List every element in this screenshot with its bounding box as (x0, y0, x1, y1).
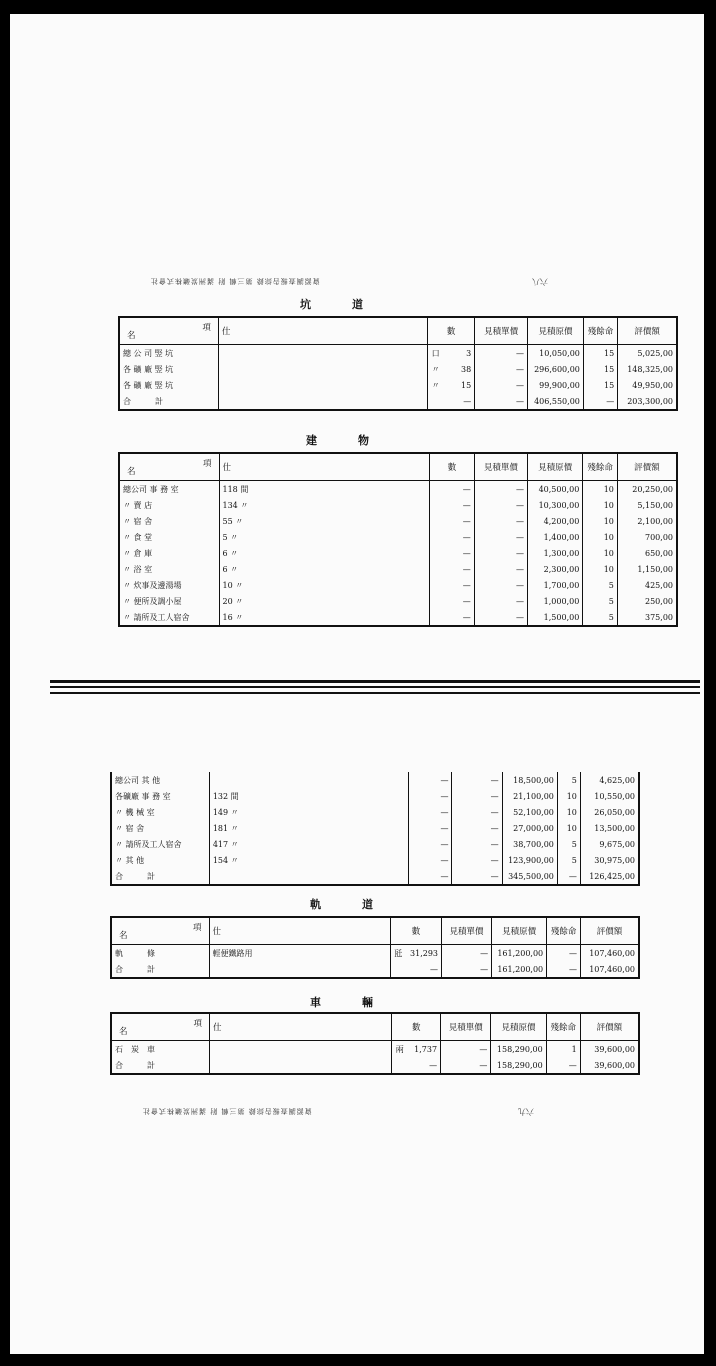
row-qty: 15 (461, 380, 472, 390)
row-years: 15 (583, 345, 617, 362)
row-name: 〃 食 堂 (123, 532, 153, 542)
row-unit-price: — (474, 545, 527, 561)
row-spec: 6 〃 (219, 545, 430, 561)
row-name: 合 計 (115, 871, 155, 881)
shafts-title: 坑 道 (300, 298, 365, 311)
row-value: 107,460,00 (581, 961, 639, 978)
row-unit-price: — (452, 788, 502, 804)
row-value: 700,00 (617, 529, 677, 545)
row-est-price: 345,500,00 (502, 868, 557, 885)
row-value: 1,150,00 (617, 561, 677, 577)
row-years: 10 (583, 513, 618, 529)
row-unit-price: — (474, 609, 527, 626)
row-qty: — (430, 577, 475, 593)
row-years: 5 (557, 772, 580, 788)
row-qty: — (429, 1060, 438, 1070)
row-name: 〃 其 他 (115, 855, 145, 865)
row-est-price: 123,900,00 (502, 852, 557, 868)
row-qty: — (430, 481, 475, 498)
row-years: — (546, 1057, 580, 1074)
row-name: 〃 宿 舍 (123, 516, 153, 526)
row-unit-price: — (442, 961, 492, 978)
row-name: 總公司 其 他 (115, 775, 161, 785)
row-est-price: 161,200,00 (492, 945, 547, 962)
row-est-price: 158,290,00 (491, 1041, 546, 1058)
row-unit-price: — (452, 804, 502, 820)
row-years: 15 (583, 361, 617, 377)
row-qty: — (430, 609, 475, 626)
row-value: 375,00 (617, 609, 677, 626)
row-name: 總公司 事 務 室 (123, 484, 179, 494)
row-spec: 154 〃 (209, 852, 408, 868)
page-divider (50, 680, 700, 683)
row-years: 5 (583, 577, 618, 593)
row-qty: — (408, 820, 452, 836)
row-qty: — (430, 545, 475, 561)
row-spec (210, 1057, 392, 1074)
row-est-price: 10,050,00 (528, 345, 584, 362)
row-value: 425,00 (617, 577, 677, 593)
row-unit: 口 (428, 345, 443, 362)
row-value: 4,625,00 (580, 772, 639, 788)
row-est-price: 1,300,00 (527, 545, 582, 561)
row-qty: — (408, 788, 452, 804)
row-name: 〃 便所及調小屋 (123, 596, 182, 606)
row-unit: 瓩 (390, 945, 405, 962)
table-row (111, 788, 639, 804)
table-row (119, 561, 677, 577)
row-value: 20,250,00 (617, 481, 677, 498)
row-years: 10 (557, 788, 580, 804)
page-number-top: 六八 (532, 277, 548, 286)
row-years: 5 (557, 836, 580, 852)
row-unit-price: — (474, 577, 527, 593)
row-name: 〃 宿 舍 (115, 823, 145, 833)
row-unit (390, 961, 405, 978)
row-years: 5 (583, 593, 618, 609)
row-years: 10 (583, 545, 618, 561)
table-row (119, 593, 677, 609)
row-spec: 16 〃 (219, 609, 430, 626)
row-value: 203,300,00 (618, 393, 677, 410)
row-est-price: 4,200,00 (527, 513, 582, 529)
table-row (119, 545, 677, 561)
row-qty: — (408, 868, 452, 885)
row-est-price: 52,100,00 (502, 804, 557, 820)
row-spec (209, 772, 408, 788)
page-divider (50, 692, 700, 694)
row-value: 39,600,00 (580, 1041, 639, 1058)
row-qty: 38 (461, 364, 472, 374)
row-value: 49,950,00 (618, 377, 677, 393)
row-qty: — (430, 561, 475, 577)
vehicles-table (110, 1012, 640, 1075)
row-name: 合 計 (115, 964, 155, 974)
row-qty: — (408, 804, 452, 820)
row-spec: 輕便鐵路用 (209, 945, 390, 962)
row-unit-price: — (441, 1041, 491, 1058)
table-row (119, 361, 677, 377)
row-years: — (583, 393, 617, 410)
row-name: 軌 條 (115, 948, 155, 958)
table-row (119, 393, 677, 410)
row-spec: 132 間 (209, 788, 408, 804)
shafts-table (118, 316, 678, 411)
row-spec: 5 〃 (219, 529, 430, 545)
row-unit-price: — (452, 820, 502, 836)
table-header: 項 名 仕 數 見積單價 見積原價 殘餘命 評價額 (111, 1013, 639, 1041)
row-value: 26,050,00 (580, 804, 639, 820)
row-est-price: 1,500,00 (527, 609, 582, 626)
row-est-price: 27,000,00 (502, 820, 557, 836)
row-years: 10 (583, 529, 618, 545)
row-spec (210, 1041, 392, 1058)
table-row (119, 609, 677, 626)
row-spec (218, 345, 427, 362)
row-unit-price: — (475, 393, 528, 410)
row-name: 〃 賣 店 (123, 500, 153, 510)
row-name: 合 計 (115, 1060, 155, 1070)
table-row (119, 497, 677, 513)
row-value: 13,500,00 (580, 820, 639, 836)
row-est-price: 38,700,00 (502, 836, 557, 852)
row-name: 總 公 司 竪 坑 (123, 348, 174, 358)
row-value: 9,675,00 (580, 836, 639, 852)
row-years: 10 (583, 561, 618, 577)
table-header: 項 名 仕 數 見積單價 見積原價 殘餘命 評價額 (119, 317, 677, 345)
row-unit-price: — (452, 772, 502, 788)
row-spec: 417 〃 (209, 836, 408, 852)
row-value: 2,100,00 (617, 513, 677, 529)
document-page (10, 14, 704, 1354)
row-qty: — (408, 836, 452, 852)
page-divider (50, 686, 700, 688)
row-unit-price: — (452, 836, 502, 852)
row-name: 各礦廠 事 務 室 (115, 791, 171, 801)
row-unit (392, 1057, 407, 1074)
row-name: 各 礦 廠 竪 坑 (123, 380, 174, 390)
row-value: 5,025,00 (618, 345, 677, 362)
running-head-bottom: 資源調查報告綜錄 第三輯 附 滿洲炭礦株式會社 (142, 1107, 312, 1115)
table-row (111, 772, 639, 788)
row-qty: — (430, 964, 439, 974)
row-est-price: 1,000,00 (527, 593, 582, 609)
table-header: 項 名 仕 數 見積單價 見積原價 殘餘命 評價額 (119, 453, 677, 481)
running-head-top: 資源調查報告綜錄 第三輯 附 滿洲炭礦株式會社 (150, 277, 320, 285)
row-est-price: 18,500,00 (502, 772, 557, 788)
row-est-price: 161,200,00 (492, 961, 547, 978)
row-years: 10 (583, 497, 618, 513)
row-est-price: 1,400,00 (527, 529, 582, 545)
table-row (111, 868, 639, 885)
row-spec: 149 〃 (209, 804, 408, 820)
row-value: 10,550,00 (580, 788, 639, 804)
row-qty: — (408, 852, 452, 868)
row-est-price: 40,500,00 (527, 481, 582, 498)
row-value: 39,600,00 (580, 1057, 639, 1074)
row-name: 〃 炊事及邊湯場 (123, 580, 182, 590)
row-unit-price: — (475, 345, 528, 362)
row-name: 〃 請所及工人宿舍 (115, 839, 182, 849)
row-name: 合 計 (123, 396, 163, 406)
rails-title: 軌 道 (310, 898, 375, 911)
row-qty: — (430, 497, 475, 513)
row-years: 15 (583, 377, 617, 393)
vehicles-title: 車 輛 (310, 996, 375, 1009)
row-name: 〃 浴 室 (123, 564, 153, 574)
row-unit-price: — (475, 361, 528, 377)
table-row (111, 945, 639, 962)
row-qty: 3 (466, 348, 472, 358)
row-years: — (557, 868, 580, 885)
row-spec (218, 377, 427, 393)
row-est-price: 21,100,00 (502, 788, 557, 804)
row-est-price: 1,700,00 (527, 577, 582, 593)
rails-table (110, 916, 640, 979)
row-est-price: 99,900,00 (528, 377, 584, 393)
row-value: 30,975,00 (580, 852, 639, 868)
table-row (119, 481, 677, 498)
table-row (119, 513, 677, 529)
row-est-price: 2,300,00 (527, 561, 582, 577)
row-spec: 6 〃 (219, 561, 430, 577)
row-name: 石 炭 車 (115, 1044, 155, 1054)
row-name: 〃 機 械 室 (115, 807, 155, 817)
row-years: — (547, 945, 581, 962)
table-row (111, 1041, 639, 1058)
row-unit-price: — (452, 852, 502, 868)
row-qty: — (430, 593, 475, 609)
table-row (111, 961, 639, 978)
row-spec (209, 961, 390, 978)
row-name: 〃 請所及工人宿舍 (123, 612, 190, 622)
page-number-bottom: 六九 (518, 1107, 534, 1116)
row-value: 250,00 (617, 593, 677, 609)
buildings-title: 建 物 (306, 434, 371, 447)
row-unit-price: — (474, 593, 527, 609)
row-name: 各 礦 廠 竪 坑 (123, 364, 174, 374)
row-spec: 55 〃 (219, 513, 430, 529)
row-est-price: 406,550,00 (528, 393, 584, 410)
row-est-price: 296,600,00 (528, 361, 584, 377)
row-spec: 134 〃 (219, 497, 430, 513)
row-spec (209, 868, 408, 885)
table-row (119, 377, 677, 393)
row-qty: — (463, 396, 472, 406)
row-unit-price: — (452, 868, 502, 885)
row-unit-price: — (474, 481, 527, 498)
row-qty: 1,737 (414, 1044, 438, 1054)
row-unit-price: — (474, 497, 527, 513)
table-row (119, 529, 677, 545)
row-spec: 20 〃 (219, 593, 430, 609)
table-row (119, 577, 677, 593)
row-years: 5 (557, 852, 580, 868)
row-years: — (547, 961, 581, 978)
row-unit-price: — (475, 377, 528, 393)
row-spec: 118 間 (219, 481, 430, 498)
row-qty: — (430, 529, 475, 545)
row-value: 5,150,00 (617, 497, 677, 513)
row-years: 5 (583, 609, 618, 626)
buildings-cont-table (110, 772, 640, 886)
row-unit: 〃 (428, 377, 443, 393)
row-unit-price: — (441, 1057, 491, 1074)
row-est-price: 158,290,00 (491, 1057, 546, 1074)
row-spec (218, 393, 427, 410)
table-header: 項 名 仕 數 見積單價 見積原價 殘餘命 評價額 (111, 917, 639, 945)
row-value: 107,460,00 (581, 945, 639, 962)
row-qty: 31,293 (410, 948, 439, 958)
row-qty: — (408, 772, 452, 788)
row-unit: 兩 (392, 1041, 407, 1058)
table-row (111, 804, 639, 820)
row-spec (218, 361, 427, 377)
table-row (111, 1057, 639, 1074)
table-row (111, 820, 639, 836)
row-years: 10 (557, 804, 580, 820)
row-unit-price: — (474, 529, 527, 545)
row-years: 10 (557, 820, 580, 836)
row-name: 〃 倉 庫 (123, 548, 153, 558)
table-row (119, 345, 677, 362)
row-spec: 10 〃 (219, 577, 430, 593)
table-row (111, 852, 639, 868)
row-unit-price: — (474, 561, 527, 577)
row-unit (428, 393, 443, 410)
row-years: 1 (546, 1041, 580, 1058)
row-years: 10 (583, 481, 618, 498)
row-qty: — (430, 513, 475, 529)
buildings-table (118, 452, 678, 627)
row-unit-price: — (474, 513, 527, 529)
row-unit: 〃 (428, 361, 443, 377)
row-value: 148,325,00 (618, 361, 677, 377)
row-value: 126,425,00 (580, 868, 639, 885)
row-est-price: 10,300,00 (527, 497, 582, 513)
row-spec: 181 〃 (209, 820, 408, 836)
row-value: 650,00 (617, 545, 677, 561)
row-unit-price: — (442, 945, 492, 962)
table-row (111, 836, 639, 852)
